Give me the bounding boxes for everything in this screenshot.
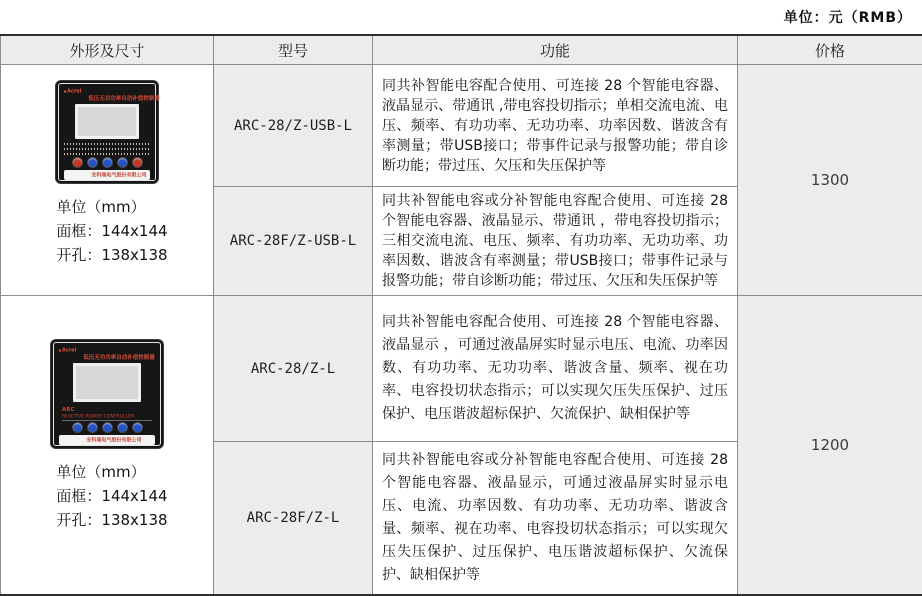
model-cell: ARC-28F/Z-USB-L [214, 187, 373, 296]
terminal-dots [64, 143, 150, 145]
device-button-icon [118, 158, 127, 167]
device-button-icon [103, 158, 112, 167]
price-cell: 1300 [738, 65, 922, 296]
dims-cutout: 开孔：138x138 [56, 243, 167, 267]
function-cell: 同共补智能电容或分补智能电容配合使用、可连接 28 个智能电容器、液晶显示，可通过液晶屏实时显示电压、电流、功率因数、有功功率、无功功率、谐波含量、频率、视在功率、电容投切状态指示；可以实现欠压失压保护、过压保护、电压谐波超标保护、欠流保护、缺相保护等 [373, 442, 738, 594]
header-row [1, 36, 922, 65]
terminal-dots [64, 153, 150, 155]
device-panel [58, 83, 156, 181]
price-table [0, 36, 922, 594]
device-title: 低压无功功率自动补偿控制器 [54, 353, 160, 361]
table-row [1, 65, 922, 187]
device-title: 低压无功功率自动补偿控制器 [59, 94, 155, 102]
device-subtitle-label: REACTIVE POWER CONTROLLER [62, 412, 152, 421]
col-header-model: 型号 [214, 36, 373, 65]
device-footer-label: 安科瑞电气股份有限公司 [64, 170, 150, 180]
device-button-icon [133, 158, 142, 167]
device-brand: Acrel [59, 346, 160, 353]
col-header-function: 功能 [373, 36, 738, 65]
col-header-shape: 外形及尺寸 [1, 36, 214, 65]
device-footer-label: 安科瑞电气股份有限公司 [59, 435, 155, 445]
device-button-icon [73, 423, 82, 432]
model-cell: ARC-28/Z-L [214, 296, 373, 442]
function-cell: 同共补智能电容配合使用、可连接 28 个智能电容器、液晶显示、带通讯 ,带电容投切指示；单相交流电流、电压、频率、有功功率、无功功率、功率因数、谐波含有率测量；带USB接口；带事件记录与报警功能；带自诊断功能；带过压、欠压和失压保护等 [373, 65, 738, 187]
dims-cutout: 开孔：138x138 [56, 508, 167, 532]
brand-logo-icon [64, 91, 66, 93]
device-button-icon [88, 423, 97, 432]
product-image-arc28 [51, 340, 163, 448]
col-header-price: 价格 [738, 36, 922, 65]
device-buttons [54, 423, 160, 432]
device-lcd-screen [75, 104, 139, 139]
device-buttons [59, 158, 155, 167]
device-button-icon [118, 423, 127, 432]
device-model-label: ARC [62, 405, 160, 412]
table-row [1, 296, 922, 442]
device-lcd-screen [73, 363, 141, 402]
model-cell: ARC-28/Z-USB-L [214, 65, 373, 187]
dimensions-group2 [56, 460, 167, 532]
dims-unit: 单位（mm） [56, 195, 167, 219]
device-button-icon [103, 423, 112, 432]
dimensions-group1 [56, 195, 167, 267]
model-cell: ARC-28F/Z-L [214, 442, 373, 594]
dims-unit: 单位（mm） [56, 460, 167, 484]
unit-note: 单位：元（RMB） [784, 7, 912, 27]
product-image-arc28-usb [56, 81, 158, 183]
price-cell: 1200 [738, 296, 922, 594]
device-button-icon [88, 158, 97, 167]
device-button-icon [133, 423, 142, 432]
product-cell-group2 [1, 296, 214, 594]
terminal-dots [64, 148, 150, 150]
product-cell-group1 [1, 65, 214, 296]
function-cell: 同共补智能电容或分补智能电容配合使用、可连接 28 个智能电容器、液晶显示、带通讯 ，带电容投切指示；三相交流电流、电压、频率、有功功率、无功功率、功率因数、谐波含有率测量；带USB接口；带事件记录与报警功能；带自诊断功能；带过压、欠压和失压保护等 [373, 187, 738, 296]
dims-frame: 面框：144x144 [56, 484, 167, 508]
brand-logo-icon [59, 350, 61, 352]
device-brand: Acrel [64, 87, 155, 94]
device-panel [53, 342, 161, 446]
dims-frame: 面框：144x144 [56, 219, 167, 243]
function-cell: 同共补智能电容配合使用、可连接 28 个智能电容器、液晶显示 ，可通过液晶屏实时显示电压、电流、功率因数、有功功率、无功功率、谐波含量、频率、视在功率、电容投切状态指示；可以实现欠压失压保护、过压保护、电压谐波超标保护、欠流保护、缺相保护等 [373, 296, 738, 442]
device-button-icon [73, 158, 82, 167]
price-table-wrapper [0, 34, 922, 596]
